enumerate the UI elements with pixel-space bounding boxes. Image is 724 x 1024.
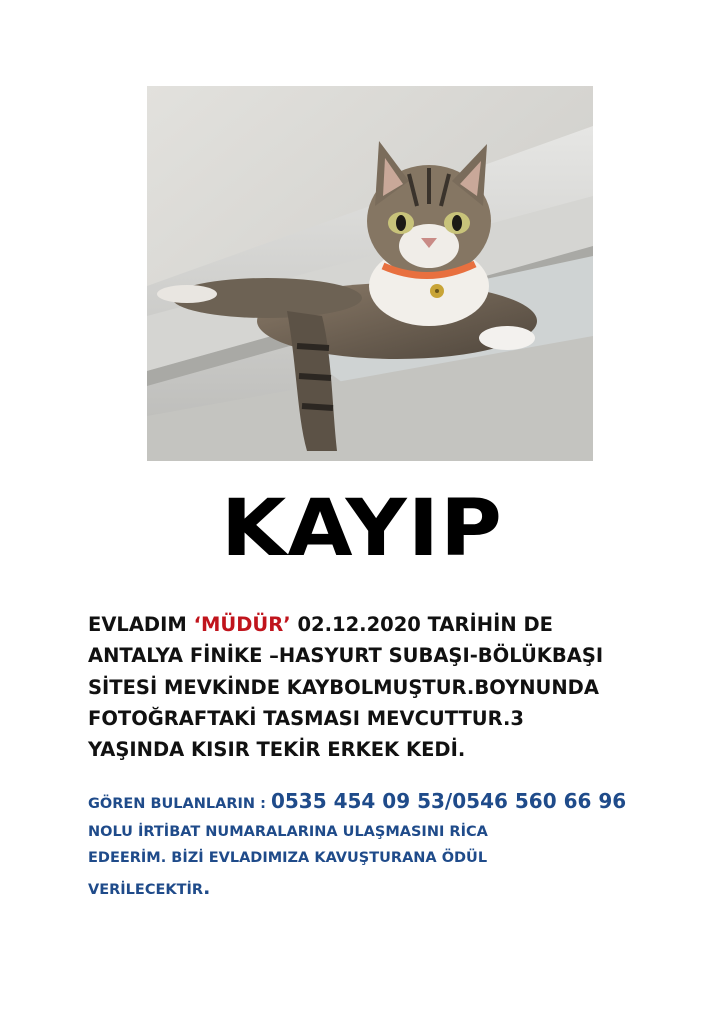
description-line-4: FOTOĞRAFTAKİ TASMASI MEVCUTTUR.3: [88, 706, 524, 730]
contact-info: [88, 786, 708, 906]
pet-name: ‘MÜDÜR’: [193, 613, 291, 636]
description-line-2: ANTALYA FİNİKE –HASYURT SUBAŞI-BÖLÜKBAŞI: [88, 644, 604, 668]
phone-numbers: 0535 454 09 53/0546 560 66 96: [270, 789, 627, 813]
description-line-3: SİTESİ MEVKİNDE KAYBOLMUŞTUR.BOYNUNDA: [88, 675, 599, 699]
description-line-5: YAŞINDA KISIR TEKİR ERKEK KEDİ.: [88, 738, 466, 762]
lost-cat-photo: [147, 86, 593, 461]
contact-lead: GÖREN BULANLARIN :: [88, 796, 271, 812]
description-line-1: EVLADIM ‘MÜDÜR’ 02.12.2020 TARİHİN DE: [88, 613, 553, 636]
contact-line-2: NOLU İRTİBAT NUMARALARINA ULAŞMASINI RİCA: [88, 824, 488, 840]
contact-line-3: EDEERİM. BİZİ EVLADIMIZA KAVUŞTURANA ÖDÜL: [88, 850, 488, 866]
lost-cat-description: [88, 609, 708, 765]
contact-line-4: VERİLECEKTİR.: [88, 877, 211, 899]
contact-line-1: [88, 786, 708, 819]
headline-kayip: KAYIP: [221, 484, 503, 574]
